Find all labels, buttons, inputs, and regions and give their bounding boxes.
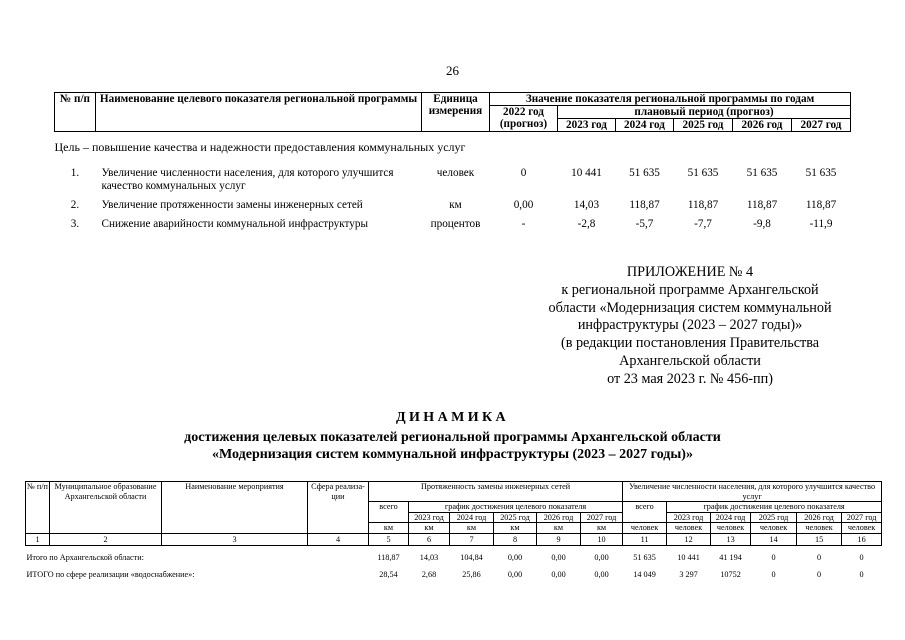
indicator-table	[54, 92, 851, 234]
row-value: -7,7	[694, 218, 712, 230]
document-title: ДИНАМИКА	[395, 410, 510, 425]
header-year: 2024 год	[450, 512, 494, 523]
header-sphere: Сфера реализа- ции	[308, 482, 369, 534]
column-index-row	[26, 533, 882, 545]
header-unit: км	[494, 523, 537, 534]
total-value: 3 297	[679, 569, 698, 579]
column-index: 11	[623, 533, 667, 545]
column-index: 1	[26, 533, 50, 545]
column-index: 15	[797, 533, 842, 545]
column-index: 12	[667, 533, 711, 545]
header-municipality: Муниципальное образование Архангельской области	[50, 482, 162, 534]
total-value: 14 049	[633, 569, 656, 579]
row-value: 118,87	[805, 199, 837, 211]
column-index: 8	[494, 533, 537, 545]
header-unit: км	[409, 523, 450, 534]
header-length-group: Протяженность замены инженерных сетей	[369, 482, 623, 502]
header-year: 2027 год	[842, 512, 882, 523]
total-value: 0	[817, 552, 822, 562]
header-plan-period: плановый период (прогноз)	[558, 106, 851, 119]
row-name: Увеличение численности населения, для которого улучшится качество коммунальных услуг	[101, 167, 394, 192]
appendix-line: области «Модернизация систем коммунальной	[548, 299, 832, 316]
total-value: 25,86	[462, 569, 481, 579]
table-row	[55, 164, 851, 196]
header-year: 2027 год	[792, 119, 851, 132]
header-population-group: Увеличение численности населения, для которого улучшится качество услуг	[623, 482, 882, 502]
header-unit: человек	[623, 523, 667, 534]
header-measure: Наименование мероприятия	[162, 482, 308, 534]
document-subtitle	[0, 429, 905, 463]
appendix-line: инфраструктуры (2023 – 2027 годы)»	[577, 317, 803, 334]
header-name: Наименование целевого показателя региональной программы	[96, 93, 422, 132]
header-year: 2027 год	[581, 512, 623, 523]
subtitle-line: достижения целевых показателей региональной программы Архангельской области	[184, 430, 721, 445]
header-base-year: 2022 год (прогноз)	[490, 106, 558, 132]
row-value: 51 635	[629, 167, 660, 179]
row-num: 3.	[70, 218, 80, 230]
row-value: 51 635	[746, 167, 778, 179]
goal-text: Цель – повышение качества и надежности предоставления коммунальных услуг	[54, 140, 466, 154]
total-value: 14,03	[419, 552, 439, 562]
column-index: 4	[308, 533, 369, 545]
total-value: 118,87	[377, 552, 400, 562]
column-index: 14	[751, 533, 797, 545]
row-value: 118,87	[687, 199, 719, 211]
total-label: ИТОГО по сфере реализации «водоснабжение»:	[26, 569, 195, 579]
appendix-line: от 23 мая 2023 г. № 456-пп)	[607, 370, 773, 387]
header-unit: км	[537, 523, 581, 534]
header-unit: человек	[667, 523, 711, 534]
row-base: 0,00	[513, 199, 534, 211]
row-value: 51 635	[687, 167, 719, 179]
column-index: 6	[409, 533, 450, 545]
header-year: 2026 год	[733, 119, 792, 132]
header-num: № п/п	[26, 482, 50, 534]
page-number: 26	[446, 63, 459, 78]
row-name: Увеличение протяженности замены инженерных сетей	[101, 199, 363, 211]
row-value: -2,8	[577, 218, 596, 230]
header-year: 2024 год	[616, 119, 674, 132]
total-value: 2,68	[421, 569, 437, 579]
header-year: 2026 год	[537, 512, 581, 523]
column-index: 9	[537, 533, 581, 545]
row-name: Снижение аварийности коммунальной инфраструктуры	[101, 218, 368, 230]
total-value: 0	[817, 569, 822, 579]
total-value: 10752	[720, 569, 741, 579]
row-num: 2.	[70, 199, 80, 211]
total-value: 28,54	[379, 569, 398, 579]
header-unit: Единица измерения	[422, 93, 490, 132]
total-value: 0,00	[507, 552, 523, 562]
appendix-line: Архангельской области	[619, 352, 761, 369]
appendix-line: к региональной программе Архангельской	[561, 281, 819, 298]
row-value: 51 635	[805, 167, 837, 179]
dynamics-table	[25, 481, 882, 580]
total-value: 41 194	[719, 552, 742, 562]
header-values: Значение показателя региональной программы по годам	[490, 93, 851, 106]
header-year: 2026 год	[797, 512, 842, 523]
row-unit: человек	[436, 167, 475, 179]
column-index: 2	[50, 533, 162, 545]
total-value: 10 441	[677, 552, 700, 562]
row-value: 118,87	[629, 199, 660, 211]
row-value: -5,7	[635, 218, 654, 230]
header-schedule: график достижения целевого показателя	[667, 502, 882, 513]
header-num: № п/п	[55, 93, 96, 132]
row-value: -9,8	[753, 218, 771, 230]
header-total: всего	[369, 502, 409, 523]
total-row	[26, 563, 882, 580]
column-index: 3	[162, 533, 308, 545]
table-row	[55, 196, 851, 215]
column-index: 7	[450, 533, 494, 545]
header-unit: человек	[711, 523, 751, 534]
header-unit: человек	[842, 523, 882, 534]
total-value: 0,00	[507, 569, 523, 579]
header-total: всего	[623, 502, 667, 523]
header-year: 2025 год	[494, 512, 537, 523]
header-year: 2023 год	[558, 119, 616, 132]
row-value: -11,9	[809, 218, 833, 230]
total-value: 0	[859, 552, 864, 562]
header-unit: человек	[797, 523, 842, 534]
column-index: 5	[369, 533, 409, 545]
row-value: 118,87	[746, 199, 778, 211]
row-value: 14,03	[573, 199, 600, 211]
total-label: Итого по Архангельской области:	[26, 552, 144, 562]
header-year: 2025 год	[751, 512, 797, 523]
header-unit: км	[581, 523, 623, 534]
column-index: 13	[711, 533, 751, 545]
header-unit: человек	[751, 523, 797, 534]
total-value: 0	[771, 569, 776, 579]
column-index: 10	[581, 533, 623, 545]
header-unit: км	[450, 523, 494, 534]
header-year: 2024 год	[711, 512, 751, 523]
row-base: 0	[520, 167, 527, 179]
appendix-note	[520, 264, 860, 389]
total-row	[26, 545, 882, 563]
row-unit: км	[449, 199, 462, 211]
header-unit: км	[369, 523, 409, 534]
total-value: 0,00	[551, 552, 566, 562]
subtitle-line: «Модернизация систем коммунальной инфраструктуры (2023 – 2027 годы)»	[212, 447, 693, 462]
total-value: 0	[771, 552, 776, 562]
row-num: 1.	[70, 167, 80, 179]
column-index: 16	[842, 533, 882, 545]
row-value: 10 441	[571, 167, 602, 179]
appendix-line: ПРИЛОЖЕНИЕ № 4	[626, 264, 754, 280]
header-schedule: график достижения целевого показателя	[409, 502, 623, 513]
table-row	[55, 215, 851, 234]
total-value: 0,00	[594, 552, 609, 562]
header-year: 2023 год	[409, 512, 450, 523]
header-year: 2025 год	[674, 119, 733, 132]
total-value: 51 635	[633, 552, 656, 562]
total-value: 104,84	[460, 552, 483, 562]
header-year: 2023 год	[667, 512, 711, 523]
total-value: 0	[859, 569, 864, 579]
row-base: -	[521, 218, 526, 230]
row-unit: процентов	[430, 218, 481, 230]
total-value: 0,00	[551, 569, 566, 579]
appendix-line: (в редакции постановления Правительства	[560, 335, 820, 352]
total-value: 0,00	[594, 569, 609, 579]
